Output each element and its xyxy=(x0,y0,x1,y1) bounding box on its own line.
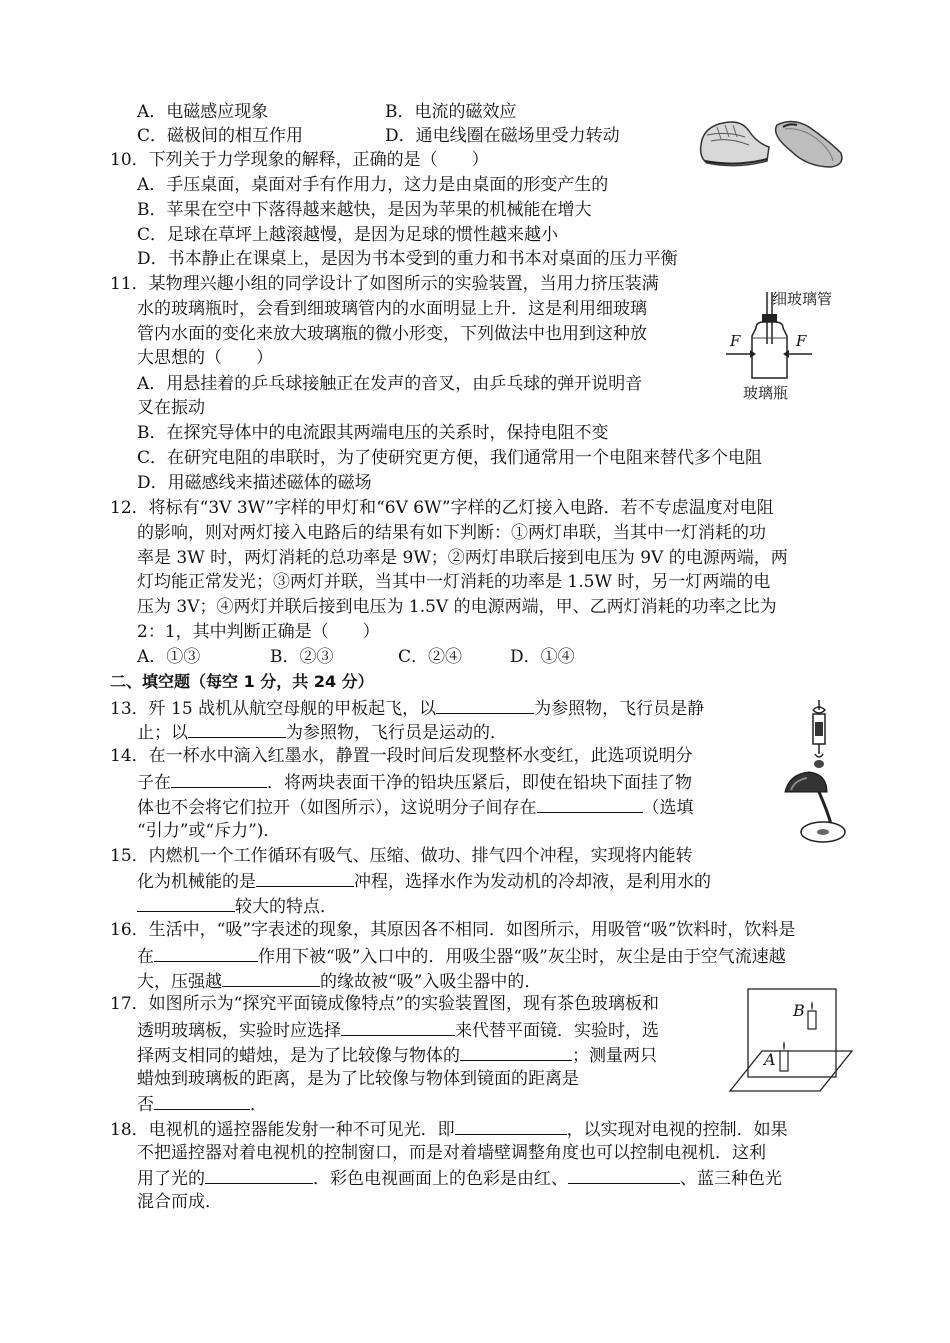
q14-blank-1[interactable] xyxy=(171,770,267,788)
q16-line-2: 在 作用下被“吸”入口中的．用吸尘器“吸”灰尘时，灰尘是由于空气流速越 xyxy=(137,944,786,968)
q18-line-1: 18．电视机的遥控器能发射一种不可见光．即 ，以实现对电视的控制．如果 xyxy=(110,1117,788,1141)
q14-blank-2[interactable] xyxy=(537,795,643,813)
fig-label-thin-tube: 细玻璃管 xyxy=(772,290,833,308)
q12-line-1: 12．将标有“3V 3W”字样的甲灯和“6V 6W”字样的乙灯接入电路．若不专虑温度对电阻 xyxy=(110,498,774,518)
q18-line-3: 用了光的 ．彩色电视画面上的色彩是由红、 、蓝三种色光 xyxy=(137,1166,782,1190)
q9-option-a: A．电磁感应现象 xyxy=(137,102,269,122)
q17-line-5: 否 ． xyxy=(137,1092,267,1116)
q12-line-5: 压为 3V；④两灯并联后接到电压为 1.5V 的电源两端，甲、乙两灯消耗的功率之比为 xyxy=(137,597,777,617)
q11-option-a-line-1: A．用悬挂着的乒乓球接触正在发声的音叉，由乒乓球的弹开说明音 xyxy=(137,374,643,394)
q11-option-d: D．用磁感线来描述磁体的磁场 xyxy=(137,473,372,493)
q13-line-1: 13．歼 15 战机从航空母舰的甲板起飞，以 为参照物，飞行员是静 xyxy=(110,696,704,720)
q17-line-4: 蜡烛到玻璃板的距离，是为了比较像与物体到镜面的距离是 xyxy=(137,1069,579,1089)
q11-option-c: C．在研究电阻的串联时，为了使研究更方便，我们通常用一个电阻来替代多个电阻 xyxy=(137,448,763,468)
q16-line-3: 大，压强越 的缘故被“吸”入吸尘器中的． xyxy=(137,969,541,993)
q18-blank-3[interactable] xyxy=(568,1166,680,1184)
q10-option-b: B．苹果在空中下落得越来越快，是因为苹果的机械能在增大 xyxy=(137,200,592,220)
q18-line-4: 混合而成． xyxy=(137,1192,222,1212)
q12-option-c: C．②④ xyxy=(398,647,463,667)
q14-line-3: 体也不会将它们拉开（如图所示），这说明分子间存在 （选填 xyxy=(137,795,694,819)
q17-line-3: 择两支相同的蜡烛，是为了比较像与物体的 ；测量两只 xyxy=(137,1043,657,1067)
q12-line-3: 率是 3W 时，两灯消耗的总功率是 9W；②两灯串联后接到电压为 9V 的电源两端，两 xyxy=(137,548,788,568)
section-title-fill-in: 二、填空题（每空 1 分，共 24 分） xyxy=(110,672,374,691)
q10-stem: 10．下列关于力学现象的解释，正确的是（ ） xyxy=(110,150,489,170)
q16-line-1: 16．生活中，“吸”字表述的现象，其原因各不相同．如图所示，用吸管“吸”饮料时，饮料是 xyxy=(110,920,796,940)
fig-label-force-right: F xyxy=(796,332,807,350)
fig-label-force-left: F xyxy=(730,332,741,350)
q16-blank-2[interactable] xyxy=(222,969,320,987)
lead-blocks-figure xyxy=(775,700,855,850)
q9-option-d: D．通电线圈在磁场里受力转动 xyxy=(385,126,620,146)
q17-blank-2[interactable] xyxy=(460,1043,572,1061)
q12-option-a: A．①③ xyxy=(137,647,201,667)
q17-line-1: 17．如图所示为“探究平面镜成像特点”的实验装置图，现有茶色玻璃板和 xyxy=(110,994,660,1014)
q17-line-2: 透明玻璃板，实验时应选择 来代替平面镜．实验时，选 xyxy=(137,1018,659,1042)
q14-line-2: 子在 ．将两块表面干净的铅块压紧后，即使在铅块下面挂了物 xyxy=(137,770,692,794)
q12-line-2: 的影响，则对两灯接入电路后的结果有如下判断：①两灯串联，当其中一灯消耗的功 xyxy=(137,523,766,543)
q18-blank-2[interactable] xyxy=(205,1166,313,1184)
fig-label-candle-b: B xyxy=(793,1001,805,1020)
q11-stem-line-2: 水的玻璃瓶时，会看到细玻璃管内的水面明显上升．这是利用细玻璃 xyxy=(137,299,647,319)
q18-line-2: 不把遥控器对着电视机的控制窗口，而是对着墙壁调整角度也可以控制电视机．这利 xyxy=(137,1143,766,1163)
q12-option-d: D．①④ xyxy=(510,647,575,667)
q15-line-1: 15．内燃机一个工作循环有吸气、压缩、做功、排气四个冲程，实现将内能转 xyxy=(110,846,693,866)
q15-blank-2[interactable] xyxy=(137,894,235,912)
q13-blank-2[interactable] xyxy=(188,720,286,738)
fig-label-candle-a: A xyxy=(764,1050,776,1069)
q10-option-d: D．书本静止在课桌上，是因为书本受到的重力和书本对桌面的压力平衡 xyxy=(137,249,678,269)
q13-blank-1[interactable] xyxy=(436,696,534,714)
plane-mirror-figure xyxy=(728,985,856,1095)
q14-line-1: 14．在一杯水中滴入红墨水，静置一段时间后发现整杯水变红，此选项说明分 xyxy=(110,746,693,766)
q17-blank-3[interactable] xyxy=(154,1092,250,1110)
q17-blank-1[interactable] xyxy=(341,1018,455,1036)
q9-option-b: B．电流的磁效应 xyxy=(385,102,517,122)
q12-line-4: 灯均能正常发光；③两灯并联，当其中一灯消耗的功率是 1.5W 时，另一灯两端的电 xyxy=(137,572,771,592)
shoes-figure xyxy=(697,105,847,175)
fig-label-glass-bottle: 玻璃瓶 xyxy=(743,384,789,402)
q11-stem-line-1: 11．某物理兴趣小组的同学设计了如图所示的实验装置，当用力挤压装满 xyxy=(110,274,659,294)
q15-line-3: 较大的特点． xyxy=(137,894,337,918)
q11-stem-line-4: 大思想的（ ） xyxy=(137,348,273,368)
q15-blank-1[interactable] xyxy=(256,869,354,887)
q10-option-a: A．手压桌面，桌面对手有作用力，这力是由桌面的形变产生的 xyxy=(137,175,609,195)
q11-stem-line-3: 管内水面的变化来放大玻璃瓶的微小形变，下列做法中也用到这种放 xyxy=(137,324,647,344)
q11-option-a-line-2: 叉在振动 xyxy=(137,398,205,418)
q15-line-2: 化为机械能的是 冲程，选择水作为发动机的冷却液，是利用水的 xyxy=(137,869,711,893)
q14-line-4: “引力”或“斥力”)． xyxy=(137,821,281,841)
q10-option-c: C．足球在草坪上越滚越慢，是因为足球的惯性越来越小 xyxy=(137,225,559,245)
q11-option-b: B．在探究导体中的电流跟其两端电压的关系时，保持电阻不变 xyxy=(137,423,609,443)
q12-option-b: B．②③ xyxy=(270,647,334,667)
q13-line-2: 止；以 为参照物，飞行员是运动的． xyxy=(137,720,507,744)
q16-blank-1[interactable] xyxy=(154,944,258,962)
q12-line-6: 2：1，其中判断正确是（ ） xyxy=(137,622,380,642)
q9-option-c: C．磁极间的相互作用 xyxy=(137,126,304,146)
q18-blank-1[interactable] xyxy=(455,1117,567,1135)
